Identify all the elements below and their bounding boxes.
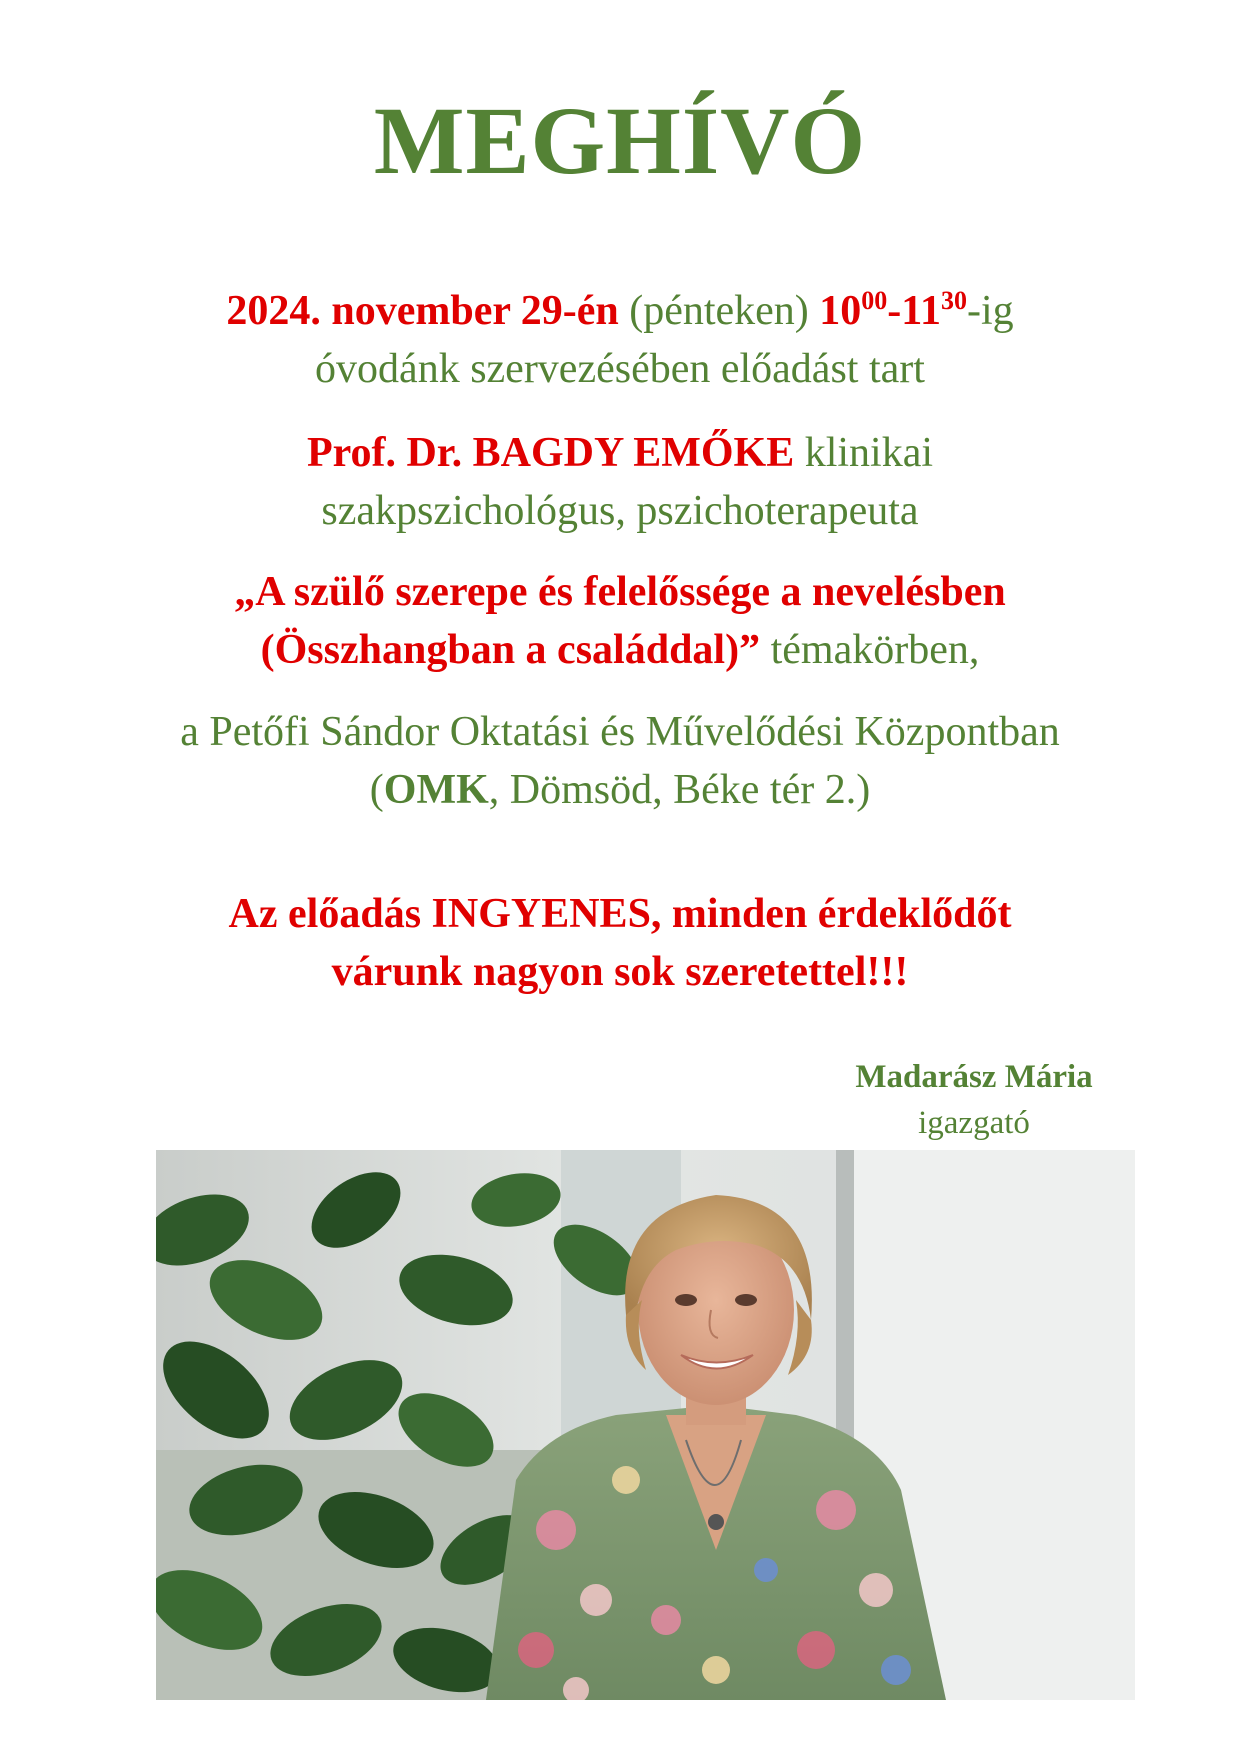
time-end-hour: 11 xyxy=(901,288,941,334)
topic-line2: (Összhangban a családdal)” xyxy=(260,627,761,673)
free-entry-note xyxy=(0,885,1240,1001)
page-title: MEGHÍVÓ xyxy=(373,87,867,194)
signature-name: Madarász Mária xyxy=(855,1059,1093,1095)
venue-line1: a Petőfi Sándor Oktatási és Művelődési Központban xyxy=(180,709,1060,755)
time-suffix: -ig xyxy=(966,288,1014,334)
speaker-title-part2: szakpszichológus, pszichoterapeuta xyxy=(321,488,919,534)
venue-info xyxy=(0,703,1240,819)
event-day: (pénteken) xyxy=(629,288,809,334)
note-line2: várunk nagyon sok szeretettel!!! xyxy=(331,949,909,995)
signature-block xyxy=(784,1054,1164,1146)
speaker-photo xyxy=(156,1150,1135,1700)
time-start-hour: 10 xyxy=(819,288,862,334)
venue-abbr: OMK xyxy=(383,767,489,813)
topic-info xyxy=(0,563,1240,679)
event-info xyxy=(0,282,1240,398)
time-end-min: 30 xyxy=(940,286,967,315)
time-start-min: 00 xyxy=(861,286,888,315)
event-date: 2024. november 29-én xyxy=(226,288,619,334)
venue-address: , Dömsöd, Béke tér 2.) xyxy=(488,767,871,813)
speaker-info xyxy=(0,424,1240,540)
event-organizer-line: óvodánk szervezésében előadást tart xyxy=(315,346,925,392)
event-time xyxy=(819,288,967,334)
note-line1: Az előadás INGYENES, minden érdeklődőt xyxy=(228,891,1012,937)
speaker-title-part1: klinikai xyxy=(804,430,934,476)
signature-role: igazgató xyxy=(918,1105,1030,1141)
time-sep: - xyxy=(887,288,902,334)
venue-open-paren: ( xyxy=(369,767,384,813)
topic-suffix: témakörben, xyxy=(770,627,980,673)
speaker-name: Prof. Dr. BAGDY EMŐKE xyxy=(306,430,795,476)
topic-line1: „A szülő szerepe és felelőssége a nevelésben xyxy=(234,569,1006,615)
